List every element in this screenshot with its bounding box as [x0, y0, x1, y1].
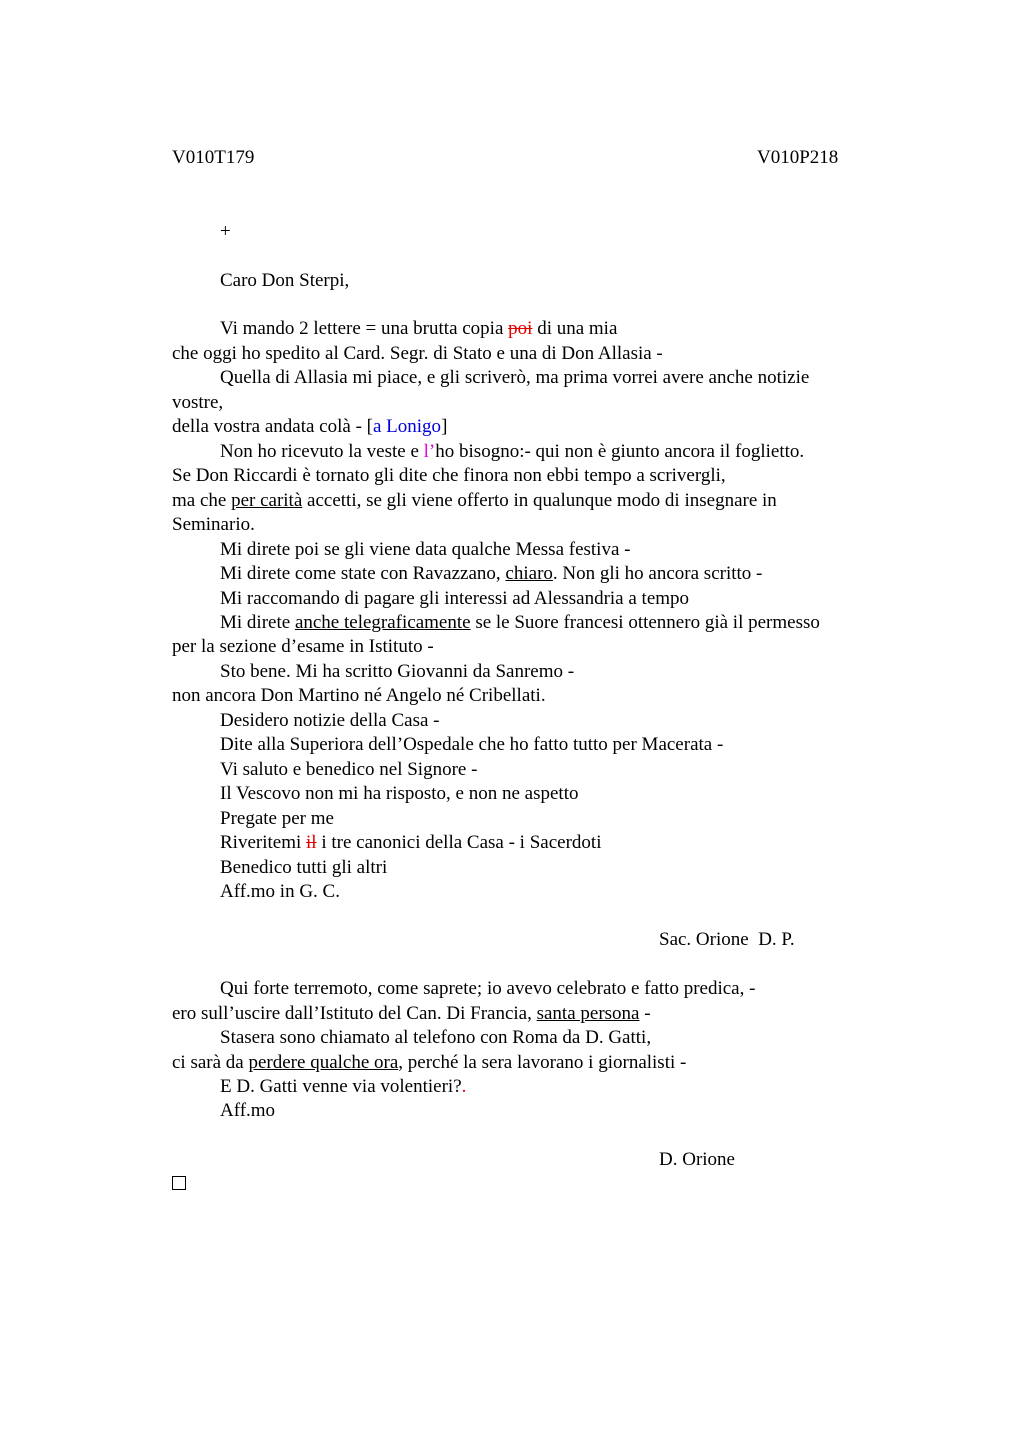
postscript-line: Qui forte terremoto, come saprete; io avevo celebrato e fatto predica, - — [220, 978, 756, 999]
body-line: Benedico tutti gli altri — [220, 857, 388, 878]
body-line: Sto bene. Mi ha scritto Giovanni da Sanremo - — [220, 661, 575, 682]
body-line: Mi direte anche telegraficamente se le Suore francesi ottennero già il permesso — [220, 612, 820, 633]
body-line: Riveritemi il i tre canonici della Casa - i Sacerdoti — [220, 832, 602, 853]
deleted-word: poi — [508, 318, 533, 339]
body-line: ma che per carità accetti, se gli viene offerto in qualunque modo di insegnare in — [172, 490, 777, 511]
postscript-line: E D. Gatti venne via volentieri?. — [220, 1076, 467, 1097]
body-line: Mi raccomando di pagare gli interessi ad Alessandria a tempo — [220, 588, 690, 609]
editorial-note: a Lonigo — [372, 416, 442, 437]
body-line: che oggi ho spedito al Card. Segr. di Stato e una di Don Allasia - — [172, 343, 663, 364]
document-code-left: V010T179 — [172, 147, 255, 168]
underlined-text: per carità — [231, 490, 303, 511]
body-line: Il Vescovo non mi ha risposto, e non ne aspetto — [220, 783, 579, 804]
signature: Sac. Orione D. P. — [659, 929, 795, 950]
body-line: della vostra andata colà - [a Lonigo] — [172, 416, 448, 437]
body-line: Vi mando 2 lettere = una brutta copia poi di una mia — [220, 318, 618, 339]
body-line: vostre, — [172, 392, 224, 413]
deleted-word: il — [306, 832, 317, 853]
underlined-text: perdere qualche ora — [248, 1052, 399, 1073]
body-line: Pregate per me — [220, 808, 334, 829]
postscript-line: Stasera sono chiamato al telefono con Roma da D. Gatti, — [220, 1027, 652, 1048]
body-line: Mi direte poi se gli viene data qualche Messa festiva - — [220, 539, 631, 560]
body-line: Non ho ricevuto la veste e l’ho bisogno:- qui non è giunto ancora il foglietto. — [220, 441, 805, 462]
cross-symbol: + — [220, 221, 231, 242]
body-line: Vi saluto e benedico nel Signore - — [220, 759, 478, 780]
postscript-closing: Aff.mo — [220, 1100, 276, 1121]
body-line: Se Don Riccardi è tornato gli dite che finora non ebbi tempo a scrivergli, — [172, 465, 726, 486]
salutation: Caro Don Sterpi, — [220, 270, 350, 291]
inserted-text: l’ — [423, 441, 436, 462]
body-line: Mi direte come state con Ravazzano, chiaro. Non gli ho ancora scritto - — [220, 563, 763, 584]
underlined-text: santa persona — [536, 1003, 640, 1024]
body-line: non ancora Don Martino né Angelo né Cribellati. — [172, 685, 546, 706]
document-code-right: V010P218 — [757, 147, 839, 168]
body-line: Seminario. — [172, 514, 255, 535]
underlined-text: chiaro — [505, 563, 553, 584]
postscript-line: ero sull’uscire dall’Istituto del Can. Di Francia, santa persona - — [172, 1003, 651, 1024]
body-line: Dite alla Superiora dell’Ospedale che ho fatto tutto per Macerata - — [220, 734, 724, 755]
signature: D. Orione — [659, 1149, 735, 1170]
body-line: Desidero notizie della Casa - — [220, 710, 440, 731]
closing: Aff.mo in G. C. — [220, 881, 340, 902]
body-line: per la sezione d’esame in Istituto - — [172, 636, 434, 657]
underlined-text: anche telegraficamente — [294, 612, 471, 633]
body-line: Quella di Allasia mi piace, e gli scriverò, ma prima vorrei avere anche notizie — [220, 367, 810, 388]
postscript-line: ci sarà da perdere qualche ora, perché la sera lavorano i giornalisti - — [172, 1052, 687, 1073]
inserted-mark: . — [461, 1076, 467, 1097]
end-mark-box — [172, 1176, 186, 1190]
